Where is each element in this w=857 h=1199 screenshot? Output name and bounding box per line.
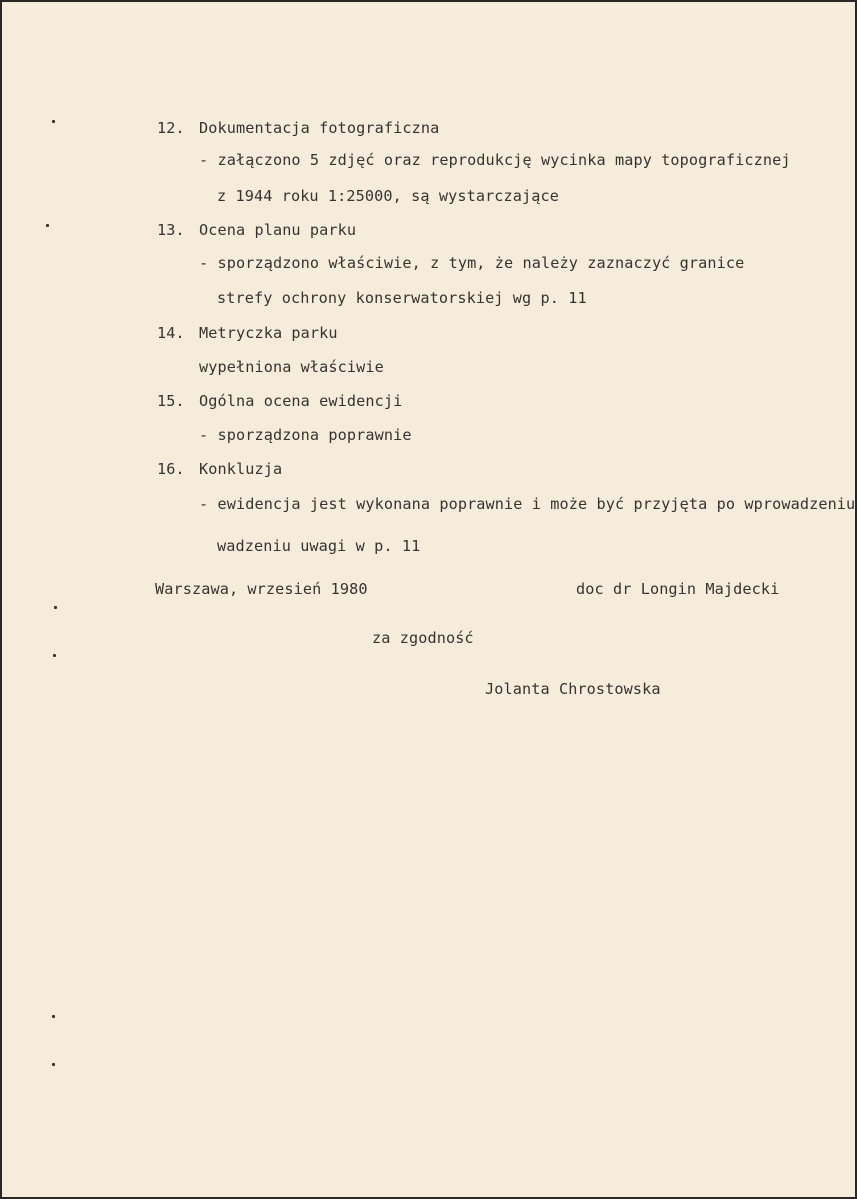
place-date: Warszawa, wrzesień 1980: [155, 580, 368, 598]
margin-mark: [52, 120, 55, 123]
item-12-line-2: z 1944 roku 1:25000, są wystarczające: [217, 187, 560, 205]
item-16-line-2: wadzeniu uwagi w p. 11: [217, 537, 421, 555]
item-14-line-1: wypełniona właściwie: [199, 358, 384, 376]
item-title-13: Ocena planu parku: [199, 221, 357, 239]
signatory-name: doc dr Longin Majdecki: [576, 580, 780, 598]
item-number-13: 13.: [157, 221, 185, 239]
item-16-line-1: - ewidencja jest wykonana poprawnie i może być przyjęta po wprowadzeniu: [199, 495, 855, 513]
certification-note: za zgodność: [372, 629, 474, 647]
item-number-16: 16.: [157, 460, 185, 478]
margin-mark: [54, 606, 57, 609]
item-number-12: 12.: [157, 119, 185, 137]
margin-mark: [53, 654, 56, 657]
certifier-name: Jolanta Chrostowska: [485, 680, 661, 698]
item-title-12: Dokumentacja fotograficzna: [199, 119, 440, 137]
margin-mark: [46, 224, 49, 227]
item-title-16: Konkluzja: [199, 460, 283, 478]
item-13-line-2: strefy ochrony konserwatorskiej wg p. 11: [217, 289, 587, 307]
margin-mark: [52, 1015, 55, 1018]
item-12-line-1: - załączono 5 zdjęć oraz reprodukcję wycinka mapy topograficznej: [199, 151, 791, 169]
item-title-14: Metryczka parku: [199, 324, 338, 342]
item-number-14: 14.: [157, 324, 185, 342]
item-15-line-1: - sporządzona poprawnie: [199, 426, 412, 444]
document-page: [2, 2, 855, 1197]
margin-mark: [52, 1063, 55, 1066]
item-13-line-1: - sporządzono właściwie, z tym, że należy zaznaczyć granice: [199, 254, 745, 272]
item-number-15: 15.: [157, 392, 185, 410]
item-title-15: Ogólna ocena ewidencji: [199, 392, 403, 410]
